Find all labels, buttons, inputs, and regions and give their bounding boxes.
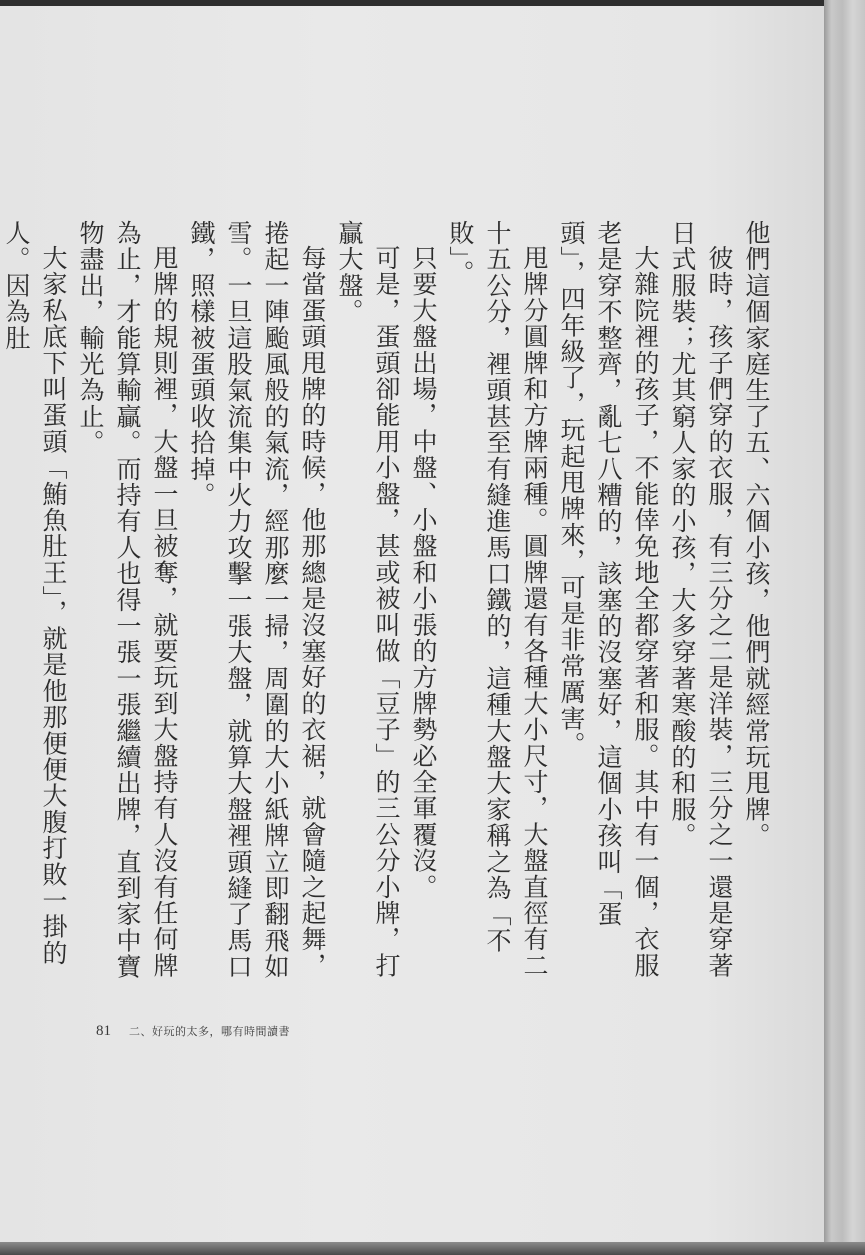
book-bottom-edge bbox=[0, 1242, 865, 1255]
page-paper bbox=[0, 6, 828, 1244]
paragraph-4: 甩牌分圓牌和方牌兩種。圓牌還有各種大小尺寸，大盤直徑有二十五公分，裡頭甚至有縫進馬口鐵的，這種大盤大家稱之為「不敗」。 bbox=[446, 220, 549, 979]
body-text bbox=[2, 220, 775, 980]
running-head: 二、好玩的太多，哪有時間讀書 bbox=[129, 1026, 290, 1038]
paragraph-7: 每當蛋頭甩牌的時候，他那總是沒塞好的衣裾，就會隨之起舞，捲起一陣颱風般的氣流，經那麼一掃，周圍的大小紙牌立即翻飛如雪。一旦這股氣流集中火力攻擊一張大盤，就算大盤裡頭縫了馬口鐵，照樣被蛋頭收拾掉。 bbox=[187, 220, 327, 980]
page-footer bbox=[96, 1022, 290, 1040]
page-number: 81 bbox=[96, 1023, 111, 1039]
paragraph-6: 可是，蛋頭卻能用小盤，甚或被叫做「豆子」的三公分小牌，打贏大盤。 bbox=[335, 220, 401, 979]
paragraph-1: 他們這個家庭生了五、六個小孩，他們就經常玩甩牌。 bbox=[742, 220, 771, 849]
paragraph-3: 大雜院裡的孩子，不能倖免地全都穿著和服。其中有一個，衣服老是穿不整齊，亂七八糟的，該塞的沒塞好，這個小孩叫「蛋頭」，四年級了，玩起甩牌來，可是非常厲害。 bbox=[557, 220, 660, 979]
book-page-edge bbox=[824, 0, 865, 1255]
paragraph-8: 甩牌的規則裡，大盤一旦被奪，就要玩到大盤持有人沒有任何牌為止，才能算輸贏。而持有人也得一張一張繼續出牌，直到家中寶物盡出，輸光為止。 bbox=[76, 220, 179, 980]
paragraph-2: 彼時，孩子們穿的衣服，有三分之二是洋裝，三分之一還是穿著日式服裝；尤其窮人家的小孩，大多穿著寒酸的和服。 bbox=[668, 220, 734, 979]
paragraph-5: 只要大盤出場，中盤、小盤和小張的方牌勢必全軍覆沒。 bbox=[409, 245, 438, 900]
paragraph-9: 大家私底下叫蛋頭「鮪魚肚王」，就是他那便便大腹打敗一掛的人。因為肚 bbox=[2, 220, 68, 967]
